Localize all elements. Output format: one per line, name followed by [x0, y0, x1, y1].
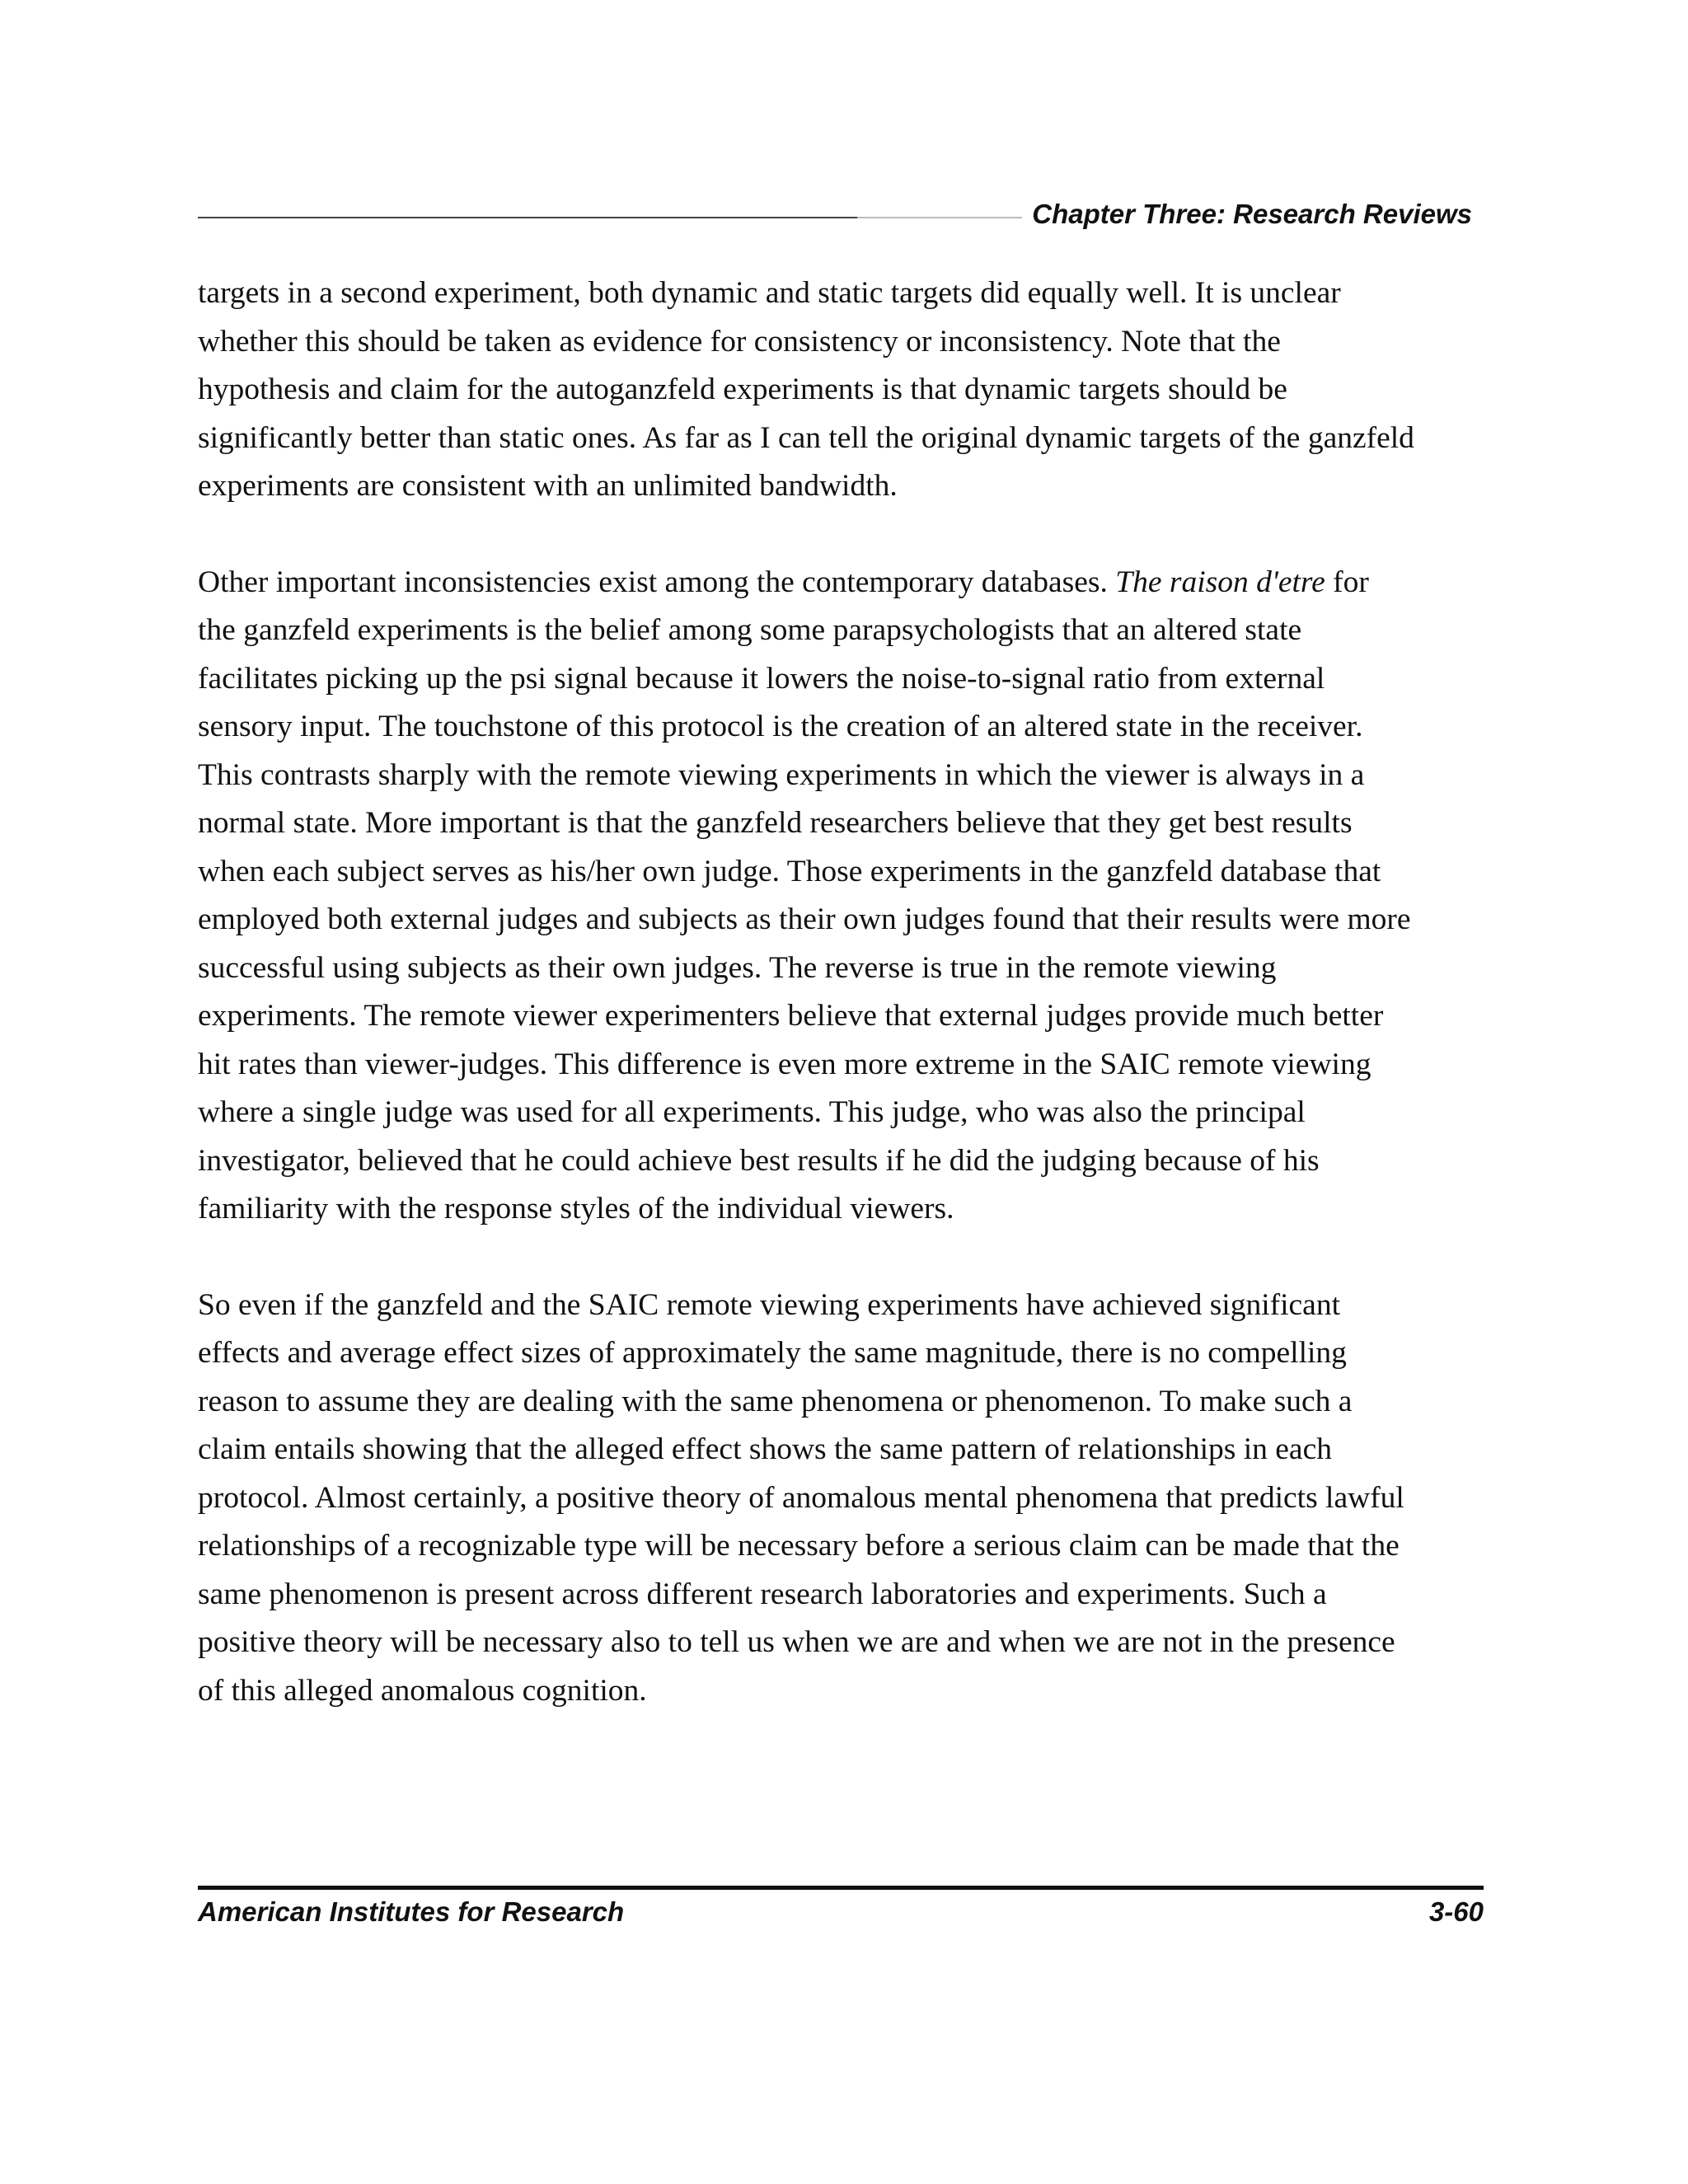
text-line: investigator, believed that he could achieve best results if he did the judging because of his — [198, 1143, 1320, 1178]
text-line: This contrasts sharply with the remote viewing experiments in which the viewer is always in a — [198, 757, 1365, 792]
text-line: normal state. More important is that the ganzfeld researchers believe that they get best results — [198, 806, 1353, 840]
text-line: reason to assume they are dealing with the same phenomena or phenomenon. To make such a — [198, 1384, 1353, 1418]
text-line: relationships of a recognizable type will be necessary before a serious claim can be made that the — [198, 1529, 1400, 1563]
text-line-first — [198, 559, 1484, 607]
text-line: experiments. The remote viewer experimenters believe that external judges provide much better — [198, 999, 1384, 1033]
text-line: where a single judge was used for all experiments. This judge, who was also the principal — [198, 1095, 1306, 1129]
paragraph-2 — [198, 559, 1484, 1234]
text-line: whether this should be taken as evidence for consistency or inconsistency. Note that the — [198, 324, 1281, 359]
text-line: experiments are consistent with an unlimited bandwidth. — [198, 469, 898, 503]
text-line: claim entails showing that the alleged effect shows the same pattern of relationships in each — [198, 1432, 1332, 1466]
text-line: positive theory will be necessary also to tell us when we are and when we are not in the presence — [198, 1625, 1395, 1659]
text-line: hit rates than viewer-judges. This difference is even more extreme in the SAIC remote viewing — [198, 1047, 1372, 1081]
text-line: of this alleged anomalous cognition. — [198, 1673, 647, 1708]
text-line: effects and average effect sizes of approximately the same magnitude, there is no compelling — [198, 1336, 1347, 1370]
footer-page-number: 3-60 — [1428, 1896, 1484, 1927]
text-line: targets in a second experiment, both dynamic and static targets did equally well. It is unclear — [198, 276, 1341, 310]
text-line: sensory input. The touchstone of this protocol is the creation of an altered state in the receiver. — [198, 710, 1363, 743]
footer-organization: American Institutes for Research — [198, 1896, 625, 1927]
header-rule — [198, 217, 1022, 218]
text-run: Other important inconsistencies exist among the contemporary databases. — [198, 565, 1116, 599]
text-line: employed both external judges and subjects as their own judges found that their results were more — [198, 902, 1411, 936]
text-line: facilitates picking up the psi signal because it lowers the noise-to-signal ratio from external — [198, 661, 1325, 696]
paragraph-1 — [198, 269, 1484, 511]
running-header-title: Chapter Three: Research Reviews — [1032, 199, 1472, 229]
text-run: for — [1325, 565, 1369, 599]
text-line: familiarity with the response styles of the individual viewers. — [198, 1192, 954, 1226]
text-line: when each subject serves as his/her own judge. Those experiments in the ganzfeld database that — [198, 854, 1381, 888]
text-line: significantly better than static ones. As far as I can tell the original dynamic targets of the ganzfeld — [198, 420, 1414, 455]
italic-phrase: The raison d'etre — [1115, 565, 1325, 599]
paragraph-3 — [198, 1282, 1484, 1716]
footer-rule — [198, 1886, 1484, 1890]
body-text — [198, 269, 1484, 1763]
text-line: So even if the ganzfeld and the SAIC remote viewing experiments have achieved significant — [198, 1287, 1340, 1322]
text-line: hypothesis and claim for the autoganzfeld experiments is that dynamic targets should be — [198, 373, 1287, 406]
text-line: successful using subjects as their own judges. The reverse is true in the remote viewing — [198, 950, 1277, 985]
text-line: protocol. Almost certainly, a positive theory of anomalous mental phenomena that predicts lawful — [198, 1480, 1404, 1515]
text-line: the ganzfeld experiments is the belief among some parapsychologists that an altered state — [198, 613, 1302, 647]
text-line: same phenomenon is present across different research laboratories and experiments. Such a — [198, 1577, 1327, 1611]
